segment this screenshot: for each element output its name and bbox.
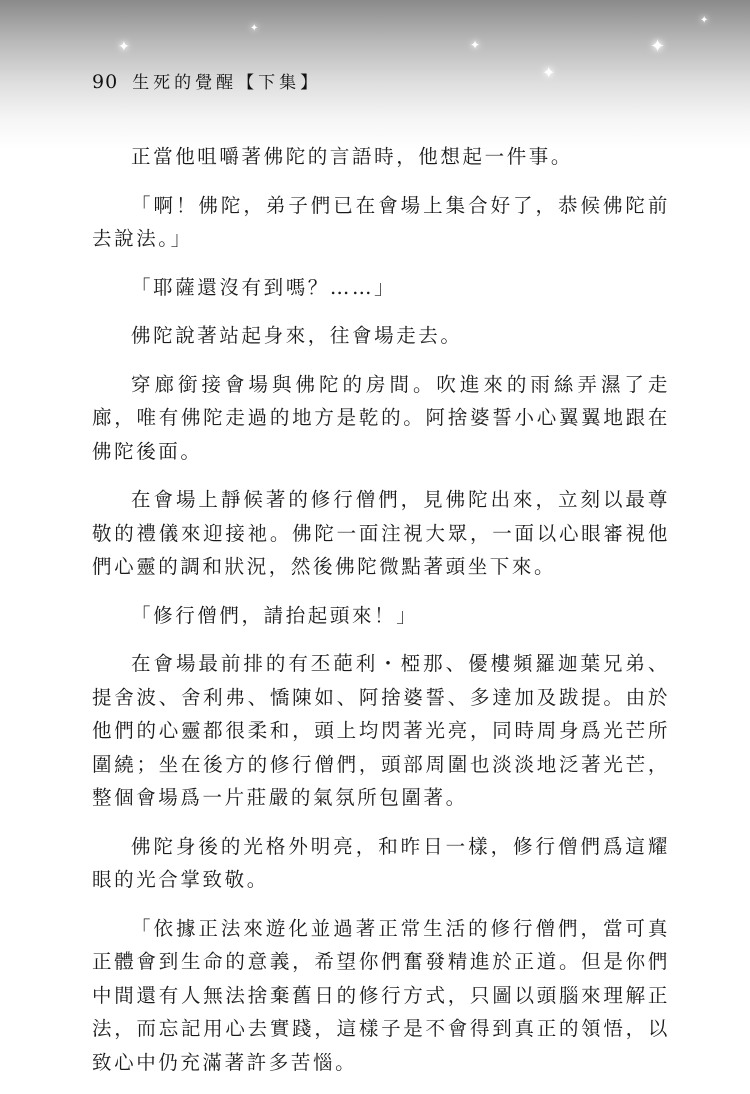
paragraph: 穿廊銜接會場與佛陀的房間。吹進來的雨絲弄濕了走廊，唯有佛陀走過的地方是乾的。阿捨婆誓小心翼翼地跟在佛陀後面。 <box>92 372 670 463</box>
paragraph: 佛陀說著站起身來，往會場走去。 <box>131 324 463 347</box>
sparkle-icon: ✦ <box>470 38 481 52</box>
book-title: 生死的覺醒【下集】 <box>132 73 322 93</box>
running-head <box>92 68 321 93</box>
paragraph: 正當他咀嚼著佛陀的言語時，他想起一件事。 <box>131 145 574 168</box>
paragraph: 在會場上靜候著的修行僧們，見佛陀出來，立刻以最尊敬的禮儀來迎接祂。佛陀一面注視大眾，一面以心眼審視他們心靈的調和狀況，然後佛陀微點著頭坐下來。 <box>92 488 670 578</box>
sparkle-icon: ✦ <box>250 23 259 34</box>
sparkle-icon: ✦ <box>542 63 556 82</box>
paragraph: 佛陀身後的光格外明亮，和昨日一樣，修行僧們爲這耀眼的光合掌致敬。 <box>92 834 670 891</box>
sparkle-icon: ✦ <box>650 36 666 57</box>
paragraph: 「依據正法來遊化並過著正常生活的修行僧們，當可真正體會到生命的意義，希望你們奮發精進於正道。但是你們中間還有人無法捨棄舊日的修行方式，只圖以頭腦來理解正法，而忘記用心去實踐，這樣子是不會得到真正的領悟，以致心中仍充滿著許多苦惱。 <box>92 916 670 1074</box>
page-number: 90 <box>92 71 119 93</box>
body-text <box>92 140 670 1094</box>
sparkle-icon: ✦ <box>118 39 130 55</box>
paragraph: 在會場最前排的有丕葩利・椏那、優樓頻羅迦葉兄弟、提舍波、舍利弗、憍陳如、阿捨婆誓、多達加及跋提。由於他們的心靈都很柔和，頭上均閃著光亮，同時周身爲光芒所圍繞；坐在後方的修行僧們，頭部周圍也淡淡地泛著光芒，整個會場爲一片莊嚴的氣氛所包圍著。 <box>92 652 670 809</box>
paragraph: 「修行僧們，請抬起頭來！」 <box>131 603 419 627</box>
paragraph: 「耶薩還沒有到嗎？……」 <box>131 275 397 299</box>
paragraph: 「啊！佛陀，弟子們已在會場上集合好了，恭候佛陀前去說法。」 <box>92 193 670 250</box>
sparkle-icon: ✦ <box>700 15 709 26</box>
